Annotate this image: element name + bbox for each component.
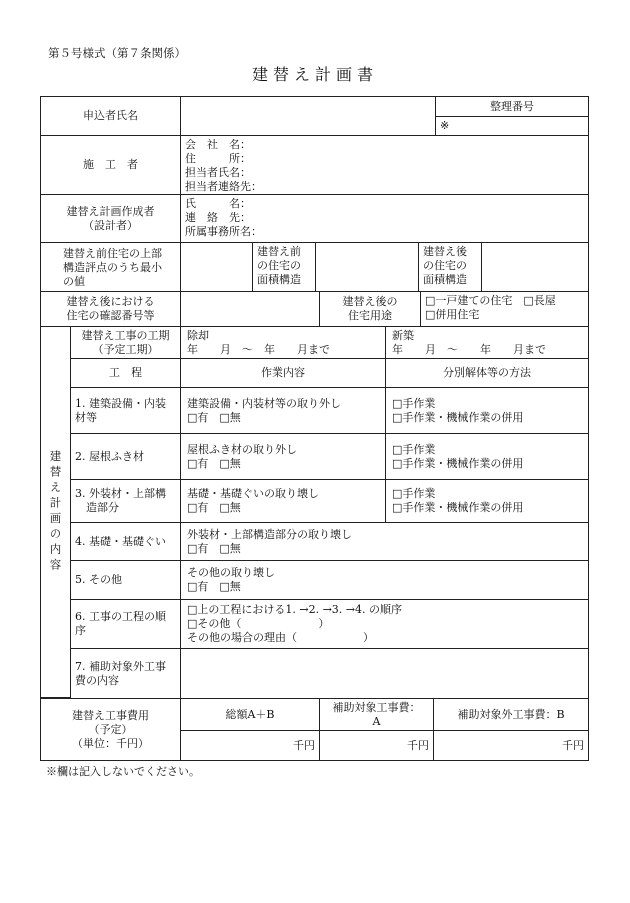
applicant-name-field[interactable] (180, 96, 436, 136)
process-column-header: 工 程 (70, 358, 181, 388)
new-construction-period[interactable] (385, 326, 589, 359)
contractor-contact: 担当者連絡先： (185, 180, 262, 193)
footer-note: ※欄は記入しないでください。 (46, 765, 200, 778)
subsidy-cost-unit: 千円 (407, 738, 429, 752)
process-row-1-work[interactable]: 建築設備・内装材等の取り外し □有 □無 (180, 387, 386, 434)
page-title: 建替え計画書 (251, 65, 378, 84)
process-row-4-work[interactable]: 外装材・上部構造部分の取り壊し □有 □無 (180, 522, 589, 561)
nonsubsidy-cost-field[interactable] (433, 730, 589, 761)
total-cost-label: 総額A＋B (180, 698, 320, 731)
before-area-label: 建替え前 の住宅の 面積構造 (252, 242, 316, 292)
confirmation-field[interactable] (180, 291, 320, 327)
subsidy-cost-field[interactable] (319, 730, 434, 761)
before-area-field[interactable] (315, 242, 419, 292)
use-option-detached[interactable]: □一戸建ての住宅 □長屋 (425, 294, 556, 307)
plan-section-text: 建替え計画の内容 (48, 450, 63, 574)
structure-score-field[interactable] (180, 242, 253, 292)
work-column-header: 作業内容 (180, 358, 386, 388)
excluded-cost-label: 7. 補助対象外工事 費の内容 (70, 648, 181, 699)
new-construction-dates: 年 月 〜 年 月まで (392, 343, 546, 356)
designer-fields[interactable] (180, 194, 589, 243)
process-row-4-label: 4. 基礎・基礎ぐい (70, 522, 181, 561)
nonsubsidy-cost-unit: 千円 (562, 738, 584, 752)
form-number: 第５号様式（第７条関係） (48, 46, 186, 60)
use-options[interactable] (420, 291, 589, 327)
contractor-company: 会 社 名： (185, 138, 251, 151)
total-cost-field[interactable] (180, 730, 320, 761)
nonsubsidy-cost-label: 補助対象外工事費：B (433, 698, 589, 731)
process-row-3-label: 3. 外装材・上部構 造部分 (70, 479, 181, 523)
structure-score-label: 建替え前住宅の上部 構造評点のうち最小 の値 (40, 242, 181, 292)
demolition-dates: 年 月 〜 年 月まで (187, 343, 330, 356)
use-label: 建替え後の 住宅用途 (319, 291, 421, 327)
plan-section-label (40, 326, 71, 698)
process-row-1-method[interactable]: □手作業 □手作業・機械作業の併用 (385, 387, 589, 434)
subsidy-cost-label: 補助対象工事費： A (319, 698, 434, 731)
use-option-mixed[interactable]: □併用住宅 (425, 308, 480, 321)
designer-contact: 連 絡 先： (185, 211, 251, 224)
confirmation-label: 建替え後における 住宅の確認番号等 (40, 291, 181, 327)
form-sheet (40, 96, 589, 761)
contractor-address: 住 所： (185, 152, 251, 165)
excluded-cost-field[interactable] (180, 648, 589, 699)
reference-number-field (435, 116, 589, 136)
reference-number-label: 整理番号 (435, 96, 589, 117)
process-row-2-label: 2. 屋根ふき材 (70, 433, 181, 480)
process-order-label: 6. 工事の工程の順 序 (70, 599, 181, 649)
after-area-field[interactable] (481, 242, 589, 292)
process-order-content[interactable]: □上の工程における1. →2. →3. →4. の順序 □その他（ ） その他の場合の理由（ ） (180, 599, 589, 649)
demolition-label: 除却 (187, 329, 209, 342)
after-area-label: 建替え後 の住宅の 面積構造 (418, 242, 482, 292)
contractor-person: 担当者氏名： (185, 166, 251, 179)
process-row-2-work[interactable]: 屋根ふき材の取り外し □有 □無 (180, 433, 386, 480)
cost-label: 建替え工事費用 （予定） （単位：千円） (40, 698, 181, 761)
method-column-header: 分別解体等の方法 (385, 358, 589, 388)
process-row-1-label: 1. 建築設備・内装 材等 (70, 387, 181, 434)
process-row-5-label: 5. その他 (70, 560, 181, 600)
process-row-3-work[interactable]: 基礎・基礎ぐいの取り壊し □有 □無 (180, 479, 386, 523)
contractor-fields[interactable] (180, 135, 589, 195)
demolition-period[interactable] (180, 326, 386, 359)
process-row-2-method[interactable]: □手作業 □手作業・機械作業の併用 (385, 433, 589, 480)
reference-mark: ※ (440, 119, 450, 132)
designer-name: 氏 名： (185, 197, 251, 210)
process-row-3-method[interactable]: □手作業 □手作業・機械作業の併用 (385, 479, 589, 523)
applicant-name-label: 申込者氏名 (40, 96, 181, 136)
designer-office: 所属事務所名： (185, 225, 262, 238)
new-construction-label: 新築 (392, 329, 414, 342)
period-label: 建替え工事の工期 （予定工期） (70, 326, 181, 359)
contractor-label: 施 工 者 (40, 135, 181, 195)
total-cost-unit: 千円 (293, 738, 315, 752)
designer-label: 建替え計画作成者 （設計者） (40, 194, 181, 243)
process-row-5-work[interactable]: その他の取り壊し □有 □無 (180, 560, 589, 600)
